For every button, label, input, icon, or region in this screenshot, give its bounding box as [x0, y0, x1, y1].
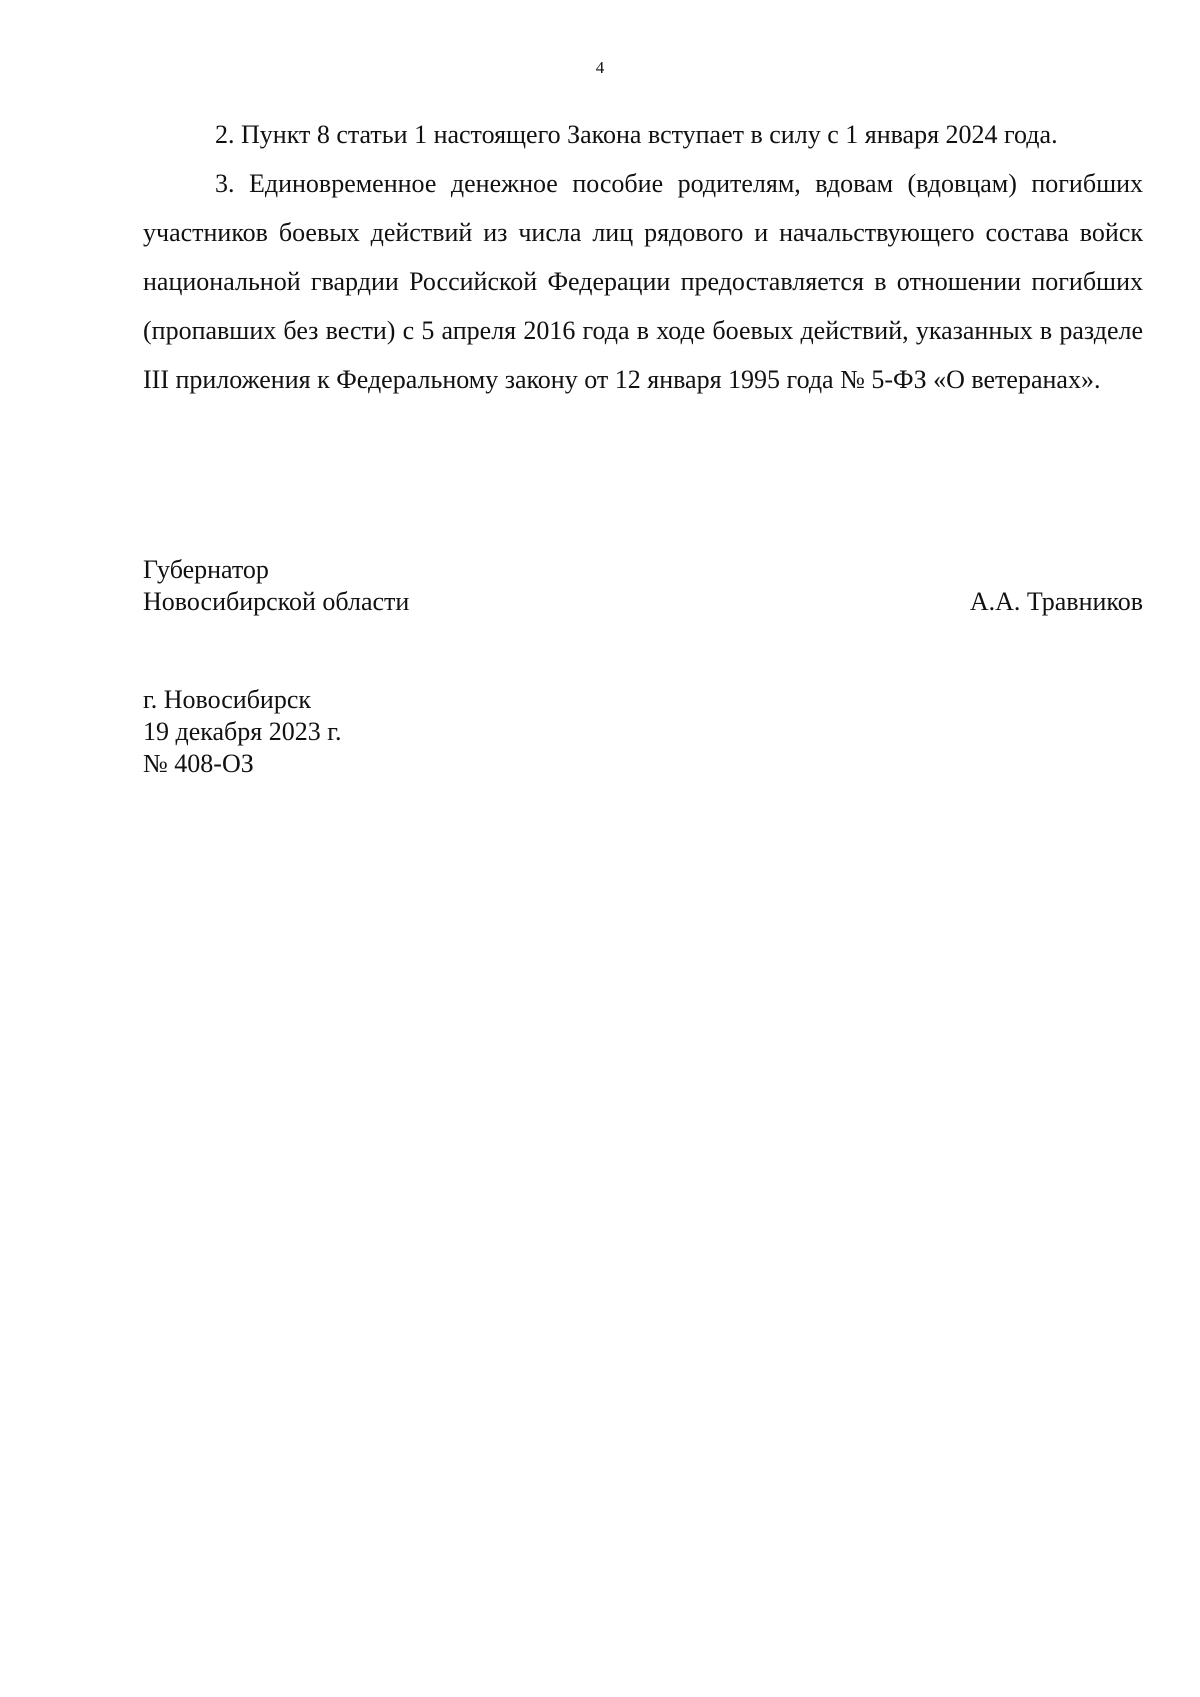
signature-block — [143, 554, 1143, 618]
place-of-signing: г. Новосибирск — [143, 685, 312, 714]
signatory-title — [143, 554, 1143, 618]
paragraph-3: 3. Единовременное денежное пособие родителям, вдовам (вдовцам) погибших участников боевых действий из числа лиц рядового и начальствующего состава войск национальной гвардии Российской Федерации предоставляется в отношении погибших (пропавших без вести) с 5 апреля 2016 года в ходе боевых действий, указанных в разделе III приложения к Федеральному закону от 12 января 1995 года № 5-ФЗ «О ветеранах». — [143, 169, 1143, 394]
signatory-name: А.А. Травников — [969, 587, 1143, 616]
signatory-title-line2: Новосибирской области — [143, 587, 410, 616]
date-of-signing: 19 декабря 2023 г. — [143, 717, 342, 746]
paragraph-2: 2. Пункт 8 статьи 1 настоящего Закона вступает в силу с 1 января 2024 года. — [215, 120, 1058, 149]
document-footer — [143, 684, 341, 780]
law-number: № 408-ОЗ — [143, 749, 254, 778]
law-body-text — [143, 110, 1143, 404]
signatory-title-line1: Губернатор — [143, 555, 269, 584]
page-number: 4 — [595, 58, 605, 77]
